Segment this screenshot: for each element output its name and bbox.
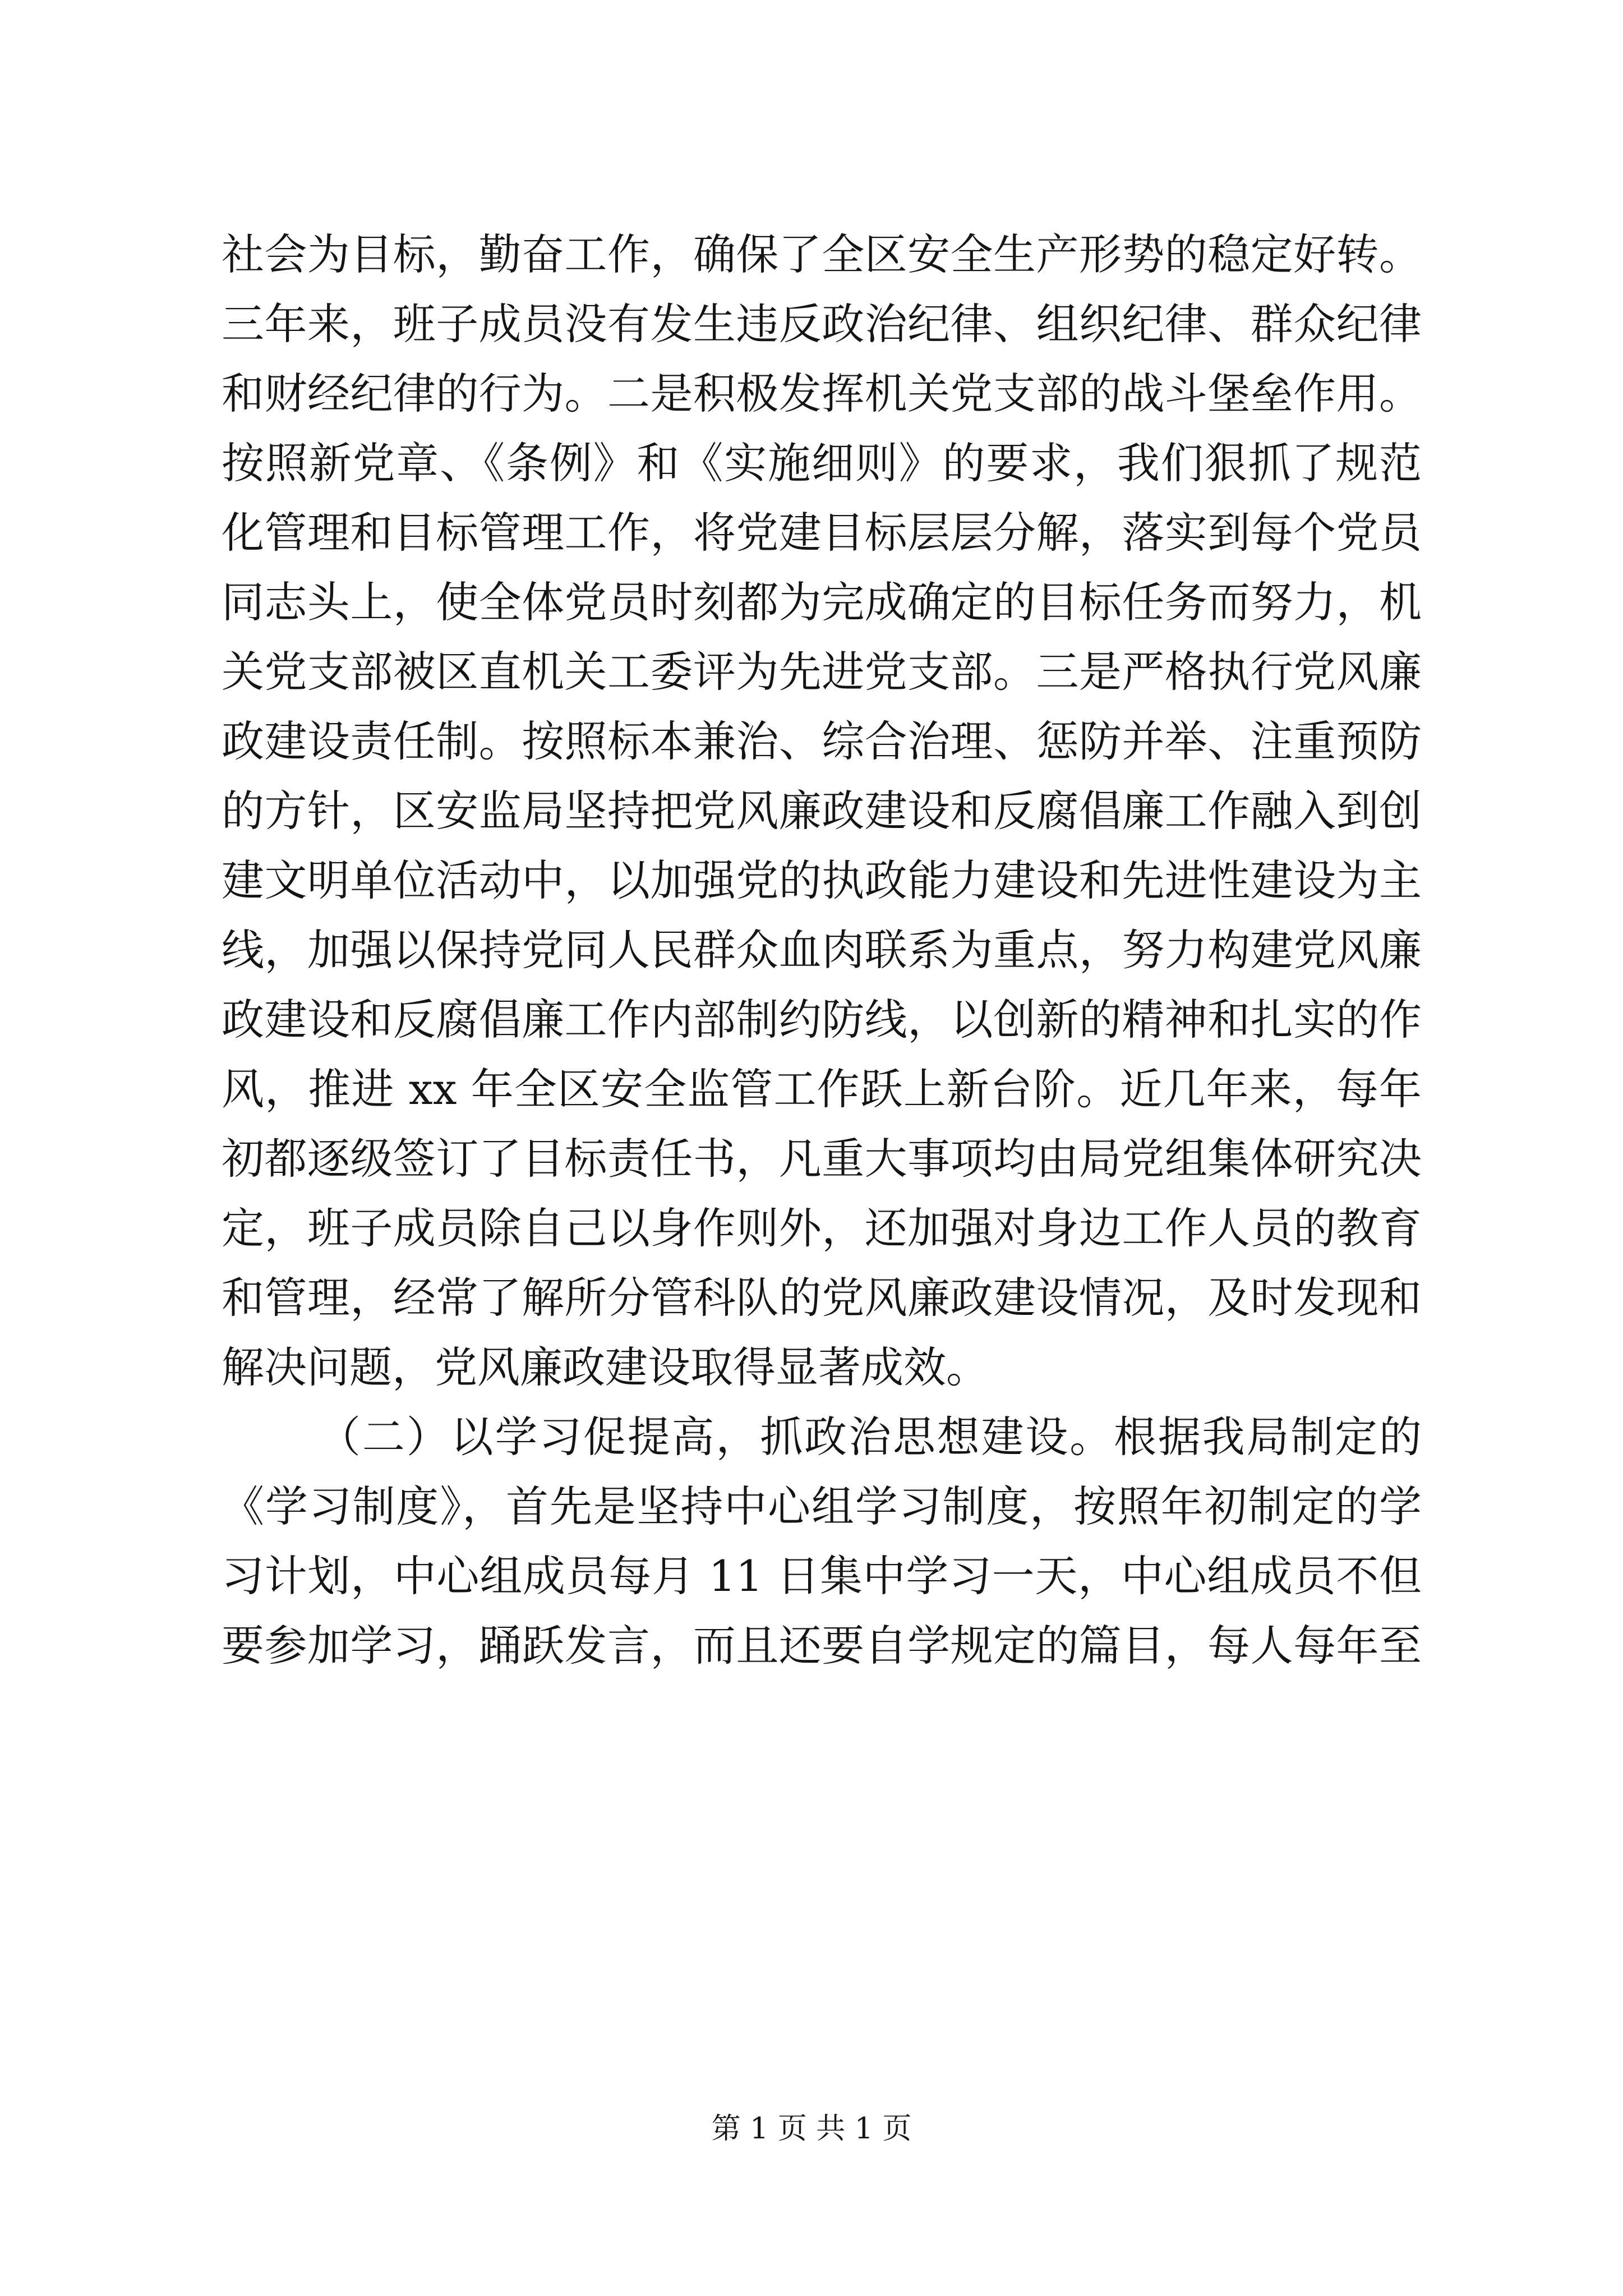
text-line: 三年来，班子成员没有发生违反政治纪律、组织纪律、群众纪律 xyxy=(222,299,1422,349)
text-line: 要参加学习，踊跃发言，而且还要自学规定的篇目，每人每年至 xyxy=(222,1621,1422,1671)
text-line: 和财经纪律的行为。二是积极发挥机关党支部的战斗堡垒作用。 xyxy=(222,369,1422,418)
text-line: 和管理，经常了解所分管科队的党风廉政建设情况，及时发现和 xyxy=(222,1273,1422,1323)
page-footer: 第 1 页 共 1 页 xyxy=(711,2112,912,2146)
text-line: 的方针，区安监局坚持把党风廉政建设和反腐倡廉工作融入到创 xyxy=(222,786,1422,836)
text-line: 化管理和目标管理工作，将党建目标层层分解，落实到每个党员 xyxy=(222,508,1422,558)
text-line: 风，推进 xx 年全区安全监管工作跃上新台阶。近几年来，每年 xyxy=(222,1064,1422,1114)
text-line: （二）以学习促提高，抓政治思想建设。根据我局制定的 xyxy=(318,1412,1422,1462)
text-line: 按照新党章、《条例》和《实施细则》的要求，我们狠抓了规范 xyxy=(222,438,1422,488)
text-line: 政建设责任制。按照标本兼治、综合治理、惩防并举、注重预防 xyxy=(222,716,1422,766)
text-line: 同志头上，使全体党员时刻都为完成确定的目标任务而努力，机 xyxy=(222,577,1422,627)
text-line: 习计划，中心组成员每月 11 日集中学习一天，中心组成员不但 xyxy=(222,1551,1422,1601)
text-line: 定，班子成员除自己以身作则外，还加强对身边工作人员的教育 xyxy=(222,1203,1422,1253)
text-line: 《学习制度》，首先是坚持中心组学习制度，按照年初制定的学 xyxy=(222,1481,1422,1531)
text-line: 线，加强以保持党同人民群众血肉联系为重点，努力构建党风廉 xyxy=(222,925,1422,975)
document-body xyxy=(222,220,1422,1681)
text-line: 关党支部被区直机关工委评为先进党支部。三是严格执行党风廉 xyxy=(222,647,1422,697)
text-line: 建文明单位活动中，以加强党的执政能力建设和先进性建设为主 xyxy=(222,855,1422,905)
text-line: 社会为目标，勤奋工作，确保了全区安全生产形势的稳定好转。 xyxy=(222,229,1422,279)
text-line: 解决问题，党风廉政建设取得显著成效。 xyxy=(222,1342,989,1392)
text-line: 初都逐级签订了目标责任书，凡重大事项均由局党组集体研究决 xyxy=(222,1134,1422,1184)
text-line: 政建设和反腐倡廉工作内部制约防线，以创新的精神和扎实的作 xyxy=(222,995,1422,1045)
